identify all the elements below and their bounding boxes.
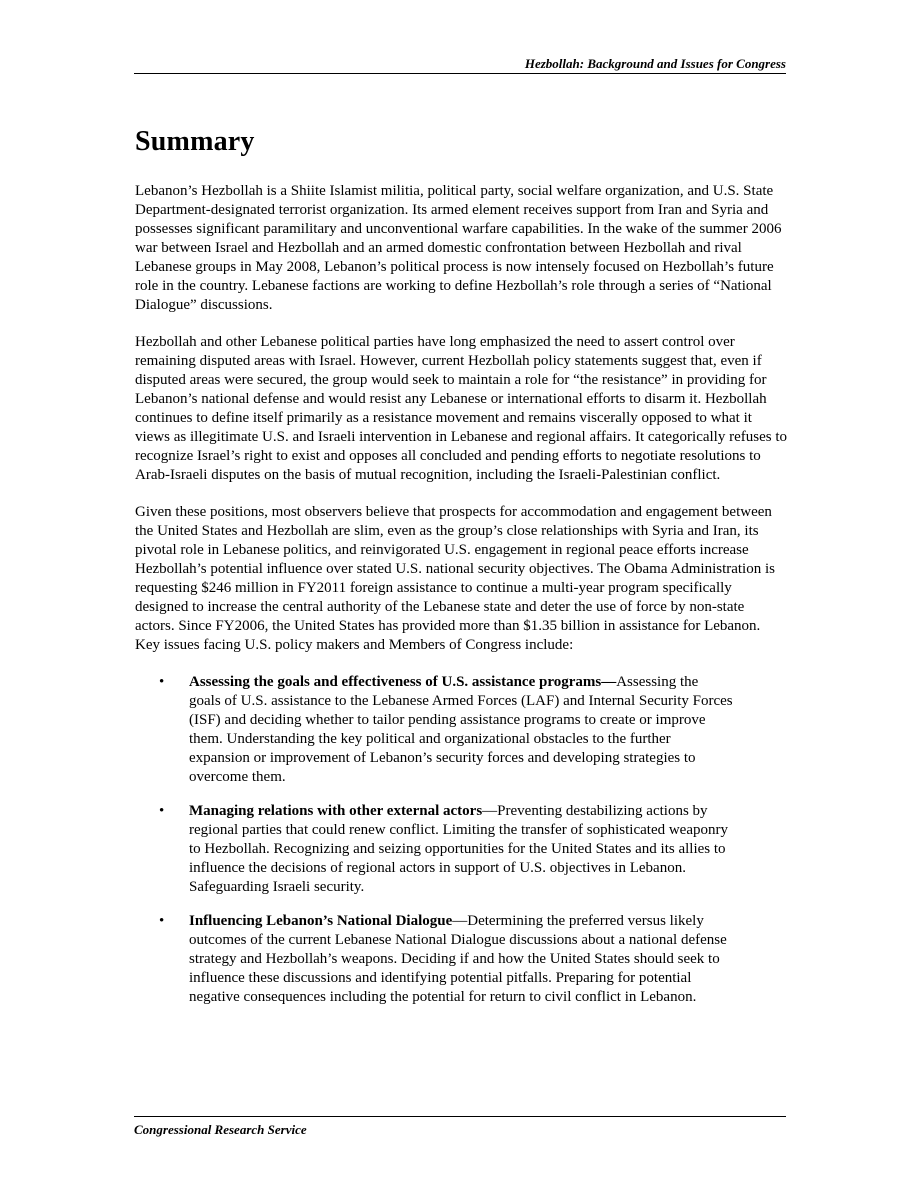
issue-title: Assessing the goals and effectiveness of U.S. assistance programs— [189,674,617,690]
bullet-icon: • [159,674,165,690]
issue-title: Managing relations with other external actors [189,803,483,819]
bullet-icon: • [159,803,165,819]
running-title: Hezbollah: Background and Issues for Congress [524,56,786,71]
issue-title: Influencing Lebanon’s National Dialogue [189,913,453,929]
summary-paragraph-1: Lebanon’s Hezbollah is a Shiite Islamist militia, political party, social welfare organization, and U.S. State Department-designated terrorist organization. Its armed element receives support from Iran and Syria and possesses significant paramilitary and unconventional warfare capabilities. In the wake of the summer 2006 war between Israel and Hezbollah and an armed domestic confrontation between Hezbollah and rival Lebanese groups in May 2008, Lebanon’s political process is now intensely focused on Hezbollah’s future role in the country. Lebanese factions are working to define Hezbollah’s role through a series of “National Dialogue” discussions. [135,183,782,313]
issue-text: Assessing the goals of U.S. assistance to the Lebanese Armed Forces (LAF) and Internal Security Forces (ISF) and deciding whether to tailor pending assistance programs to create or improve them. Understanding the key political and organizational obstacles to the further expansion or improvement of Lebanon’s security forces and developing strategies to overcome them. [189,674,733,785]
summary-heading: Summary [135,126,255,157]
issue-text: —Preventing destabilizing actions by regional parties that could renew conflict. Limiting the transfer of sophisticated weaponry to Hezbollah. Recognizing and seizing opportunities for the United States and its allies to influence the decisions of regional actors in support of U.S. objectives in Lebanon. Safeguarding Israeli security. [189,803,728,895]
page-footer [134,1116,786,1139]
issue-text: —Determining the preferred versus likely outcomes of the current Lebanese National Dialogue discussions about a national defense strategy and Hezbollah’s weapons. Deciding if and how the United States should seek to influence these discussions and identifying potential pitfalls. Preparing for potential negative consequences including the potential for return to civil conflict in Lebanon. [189,913,727,1005]
key-issues-list [135,673,787,1007]
summary-paragraph-2: Hezbollah and other Lebanese political parties have long emphasized the need to assert control over remaining disputed areas with Israel. However, current Hezbollah policy statements suggest that, even if disputed areas were secured, the group would seek to maintain a role for “the resistance” in providing for Lebanon’s national defense and would resist any Lebanese or international efforts to disarm it. Hezbollah continues to define itself primarily as a resistance movement and remains viscerally opposed to what it views as illegitimate U.S. and Israeli intervention in Lebanese and regional affairs. It categorically refuses to recognize Israel’s right to exist and opposes all concluded and pending efforts to negotiate resolutions to Arab-Israeli disputes on the basis of mutual recognition, including the Israeli-Palestinian conflict. [135,334,787,483]
page-header [134,56,786,74]
issue-national-dialogue [135,912,733,1007]
bullet-icon: • [159,913,165,929]
issue-assistance-programs [135,673,733,787]
footer-source: Congressional Research Service [134,1122,307,1137]
summary-paragraph-3: Given these positions, most observers believe that prospects for accommodation and engagement between the United States and Hezbollah are slim, even as the group’s close relationships with Syria and Iran, its pivotal role in Lebanese politics, and reinvigorated U.S. engagement in regional peace efforts increase Hezbollah’s potential influence over stated U.S. national security objectives. The Obama Administration is requesting $246 million in FY2011 foreign assistance to continue a multi-year program specifically designed to increase the central authority of the Lebanese state and deter the use of force by non-state actors. Since FY2006, the United States has provided more than $1.35 billion in assistance for Lebanon. Key issues facing U.S. policy makers and Members of Congress include: [135,504,775,653]
page-content [135,124,787,1022]
issue-external-actors [135,802,733,897]
